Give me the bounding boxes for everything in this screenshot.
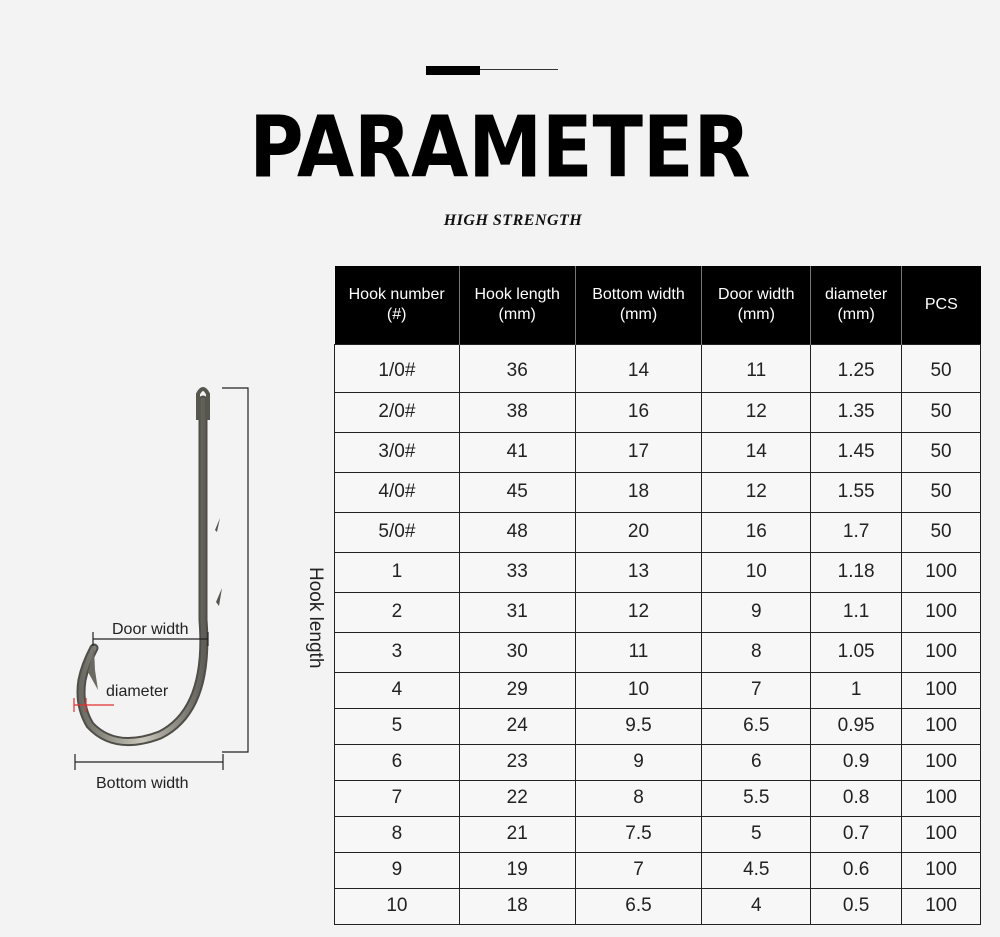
cell-bottom-width: 10 bbox=[575, 672, 702, 708]
decorative-bar bbox=[426, 66, 480, 75]
cell-hook-length: 31 bbox=[459, 592, 575, 632]
cell-diameter: 1.45 bbox=[811, 432, 902, 472]
cell-door-width: 5 bbox=[702, 816, 811, 852]
cell-pcs: 100 bbox=[902, 744, 981, 780]
cell-bottom-width: 20 bbox=[575, 512, 702, 552]
cell-diameter: 1 bbox=[811, 672, 902, 708]
cell-hook-length: 48 bbox=[459, 512, 575, 552]
cell-pcs: 100 bbox=[902, 780, 981, 816]
cell-hook-length: 21 bbox=[459, 816, 575, 852]
cell-hook-length: 30 bbox=[459, 632, 575, 672]
table-row bbox=[335, 344, 981, 392]
cell-pcs: 50 bbox=[902, 392, 981, 432]
cell-diameter: 1.55 bbox=[811, 472, 902, 512]
table-row bbox=[335, 512, 981, 552]
cell-door-width: 7 bbox=[702, 672, 811, 708]
table-row bbox=[335, 708, 981, 744]
cell-hook-length: 24 bbox=[459, 708, 575, 744]
cell-hook-number: 9 bbox=[335, 852, 460, 888]
table-row bbox=[335, 852, 981, 888]
cell-diameter: 1.18 bbox=[811, 552, 902, 592]
cell-hook-number: 4 bbox=[335, 672, 460, 708]
cell-diameter: 0.7 bbox=[811, 816, 902, 852]
cell-bottom-width: 17 bbox=[575, 432, 702, 472]
cell-hook-number: 3/0# bbox=[335, 432, 460, 472]
cell-diameter: 0.9 bbox=[811, 744, 902, 780]
column-header-hook-length: Hook length (mm) bbox=[459, 266, 575, 344]
cell-diameter: 1.35 bbox=[811, 392, 902, 432]
cell-pcs: 100 bbox=[902, 592, 981, 632]
cell-diameter: 1.7 bbox=[811, 512, 902, 552]
cell-hook-number: 3 bbox=[335, 632, 460, 672]
cell-bottom-width: 9.5 bbox=[575, 708, 702, 744]
column-header-bottom-width: Bottom width (mm) bbox=[575, 266, 702, 344]
table-row bbox=[335, 552, 981, 592]
cell-hook-number: 2/0# bbox=[335, 392, 460, 432]
cell-door-width: 6.5 bbox=[702, 708, 811, 744]
cell-diameter: 0.5 bbox=[811, 888, 902, 924]
page-subtitle: HIGH STRENGTH bbox=[443, 212, 583, 229]
cell-bottom-width: 11 bbox=[575, 632, 702, 672]
cell-door-width: 6 bbox=[702, 744, 811, 780]
cell-door-width: 9 bbox=[702, 592, 811, 632]
cell-door-width: 5.5 bbox=[702, 780, 811, 816]
cell-hook-length: 23 bbox=[459, 744, 575, 780]
cell-pcs: 100 bbox=[902, 888, 981, 924]
cell-hook-number: 2 bbox=[335, 592, 460, 632]
cell-door-width: 14 bbox=[702, 432, 811, 472]
cell-hook-number: 4/0# bbox=[335, 472, 460, 512]
table-row bbox=[335, 816, 981, 852]
cell-bottom-width: 12 bbox=[575, 592, 702, 632]
table-row bbox=[335, 888, 981, 924]
cell-hook-number: 8 bbox=[335, 816, 460, 852]
table-row bbox=[335, 632, 981, 672]
cell-pcs: 50 bbox=[902, 472, 981, 512]
cell-hook-length: 22 bbox=[459, 780, 575, 816]
cell-pcs: 50 bbox=[902, 432, 981, 472]
door-width-label: Door width bbox=[112, 621, 189, 638]
cell-pcs: 100 bbox=[902, 816, 981, 852]
cell-diameter: 0.95 bbox=[811, 708, 902, 744]
cell-bottom-width: 8 bbox=[575, 780, 702, 816]
cell-diameter: 1.25 bbox=[811, 344, 902, 392]
hook-illustration bbox=[60, 380, 300, 800]
cell-hook-number: 7 bbox=[335, 780, 460, 816]
table-row bbox=[335, 592, 981, 632]
cell-door-width: 12 bbox=[702, 472, 811, 512]
cell-hook-number: 5 bbox=[335, 708, 460, 744]
column-header-door-width: Door width (mm) bbox=[702, 266, 811, 344]
cell-pcs: 50 bbox=[902, 512, 981, 552]
cell-hook-number: 1 bbox=[335, 552, 460, 592]
cell-pcs: 100 bbox=[902, 632, 981, 672]
cell-hook-length: 29 bbox=[459, 672, 575, 708]
cell-bottom-width: 6.5 bbox=[575, 888, 702, 924]
cell-pcs: 100 bbox=[902, 672, 981, 708]
cell-pcs: 100 bbox=[902, 708, 981, 744]
cell-hook-length: 38 bbox=[459, 392, 575, 432]
column-header-pcs: PCS bbox=[902, 266, 981, 344]
cell-bottom-width: 9 bbox=[575, 744, 702, 780]
table-row bbox=[335, 392, 981, 432]
cell-diameter: 0.6 bbox=[811, 852, 902, 888]
cell-door-width: 4 bbox=[702, 888, 811, 924]
cell-hook-number: 5/0# bbox=[335, 512, 460, 552]
column-header-hook-number: Hook number (#) bbox=[335, 266, 460, 344]
cell-bottom-width: 7 bbox=[575, 852, 702, 888]
cell-hook-length: 41 bbox=[459, 432, 575, 472]
cell-hook-length: 45 bbox=[459, 472, 575, 512]
table-header-row bbox=[335, 266, 981, 344]
cell-pcs: 100 bbox=[902, 852, 981, 888]
parameter-table bbox=[334, 266, 981, 925]
cell-pcs: 100 bbox=[902, 552, 981, 592]
page-title: PARAMETER bbox=[249, 98, 751, 198]
cell-hook-number: 10 bbox=[335, 888, 460, 924]
table-row bbox=[335, 472, 981, 512]
cell-hook-length: 19 bbox=[459, 852, 575, 888]
cell-hook-length: 18 bbox=[459, 888, 575, 924]
table-row bbox=[335, 780, 981, 816]
cell-diameter: 1.05 bbox=[811, 632, 902, 672]
cell-door-width: 4.5 bbox=[702, 852, 811, 888]
cell-bottom-width: 14 bbox=[575, 344, 702, 392]
cell-hook-length: 33 bbox=[459, 552, 575, 592]
table-row bbox=[335, 672, 981, 708]
cell-bottom-width: 16 bbox=[575, 392, 702, 432]
cell-hook-number: 6 bbox=[335, 744, 460, 780]
cell-door-width: 12 bbox=[702, 392, 811, 432]
table-row bbox=[335, 744, 981, 780]
hook-diagram bbox=[60, 380, 326, 800]
cell-pcs: 50 bbox=[902, 344, 981, 392]
cell-door-width: 11 bbox=[702, 344, 811, 392]
cell-hook-number: 1/0# bbox=[335, 344, 460, 392]
cell-diameter: 0.8 bbox=[811, 780, 902, 816]
table-row bbox=[335, 432, 981, 472]
cell-door-width: 8 bbox=[702, 632, 811, 672]
cell-door-width: 16 bbox=[702, 512, 811, 552]
column-header-diameter: diameter (mm) bbox=[811, 266, 902, 344]
hook-length-label: Hook length bbox=[305, 567, 326, 669]
cell-bottom-width: 13 bbox=[575, 552, 702, 592]
cell-hook-length: 36 bbox=[459, 344, 575, 392]
cell-diameter: 1.1 bbox=[811, 592, 902, 632]
cell-bottom-width: 7.5 bbox=[575, 816, 702, 852]
cell-door-width: 10 bbox=[702, 552, 811, 592]
bottom-width-label: Bottom width bbox=[96, 775, 189, 792]
cell-bottom-width: 18 bbox=[575, 472, 702, 512]
diameter-label: diameter bbox=[106, 683, 169, 700]
